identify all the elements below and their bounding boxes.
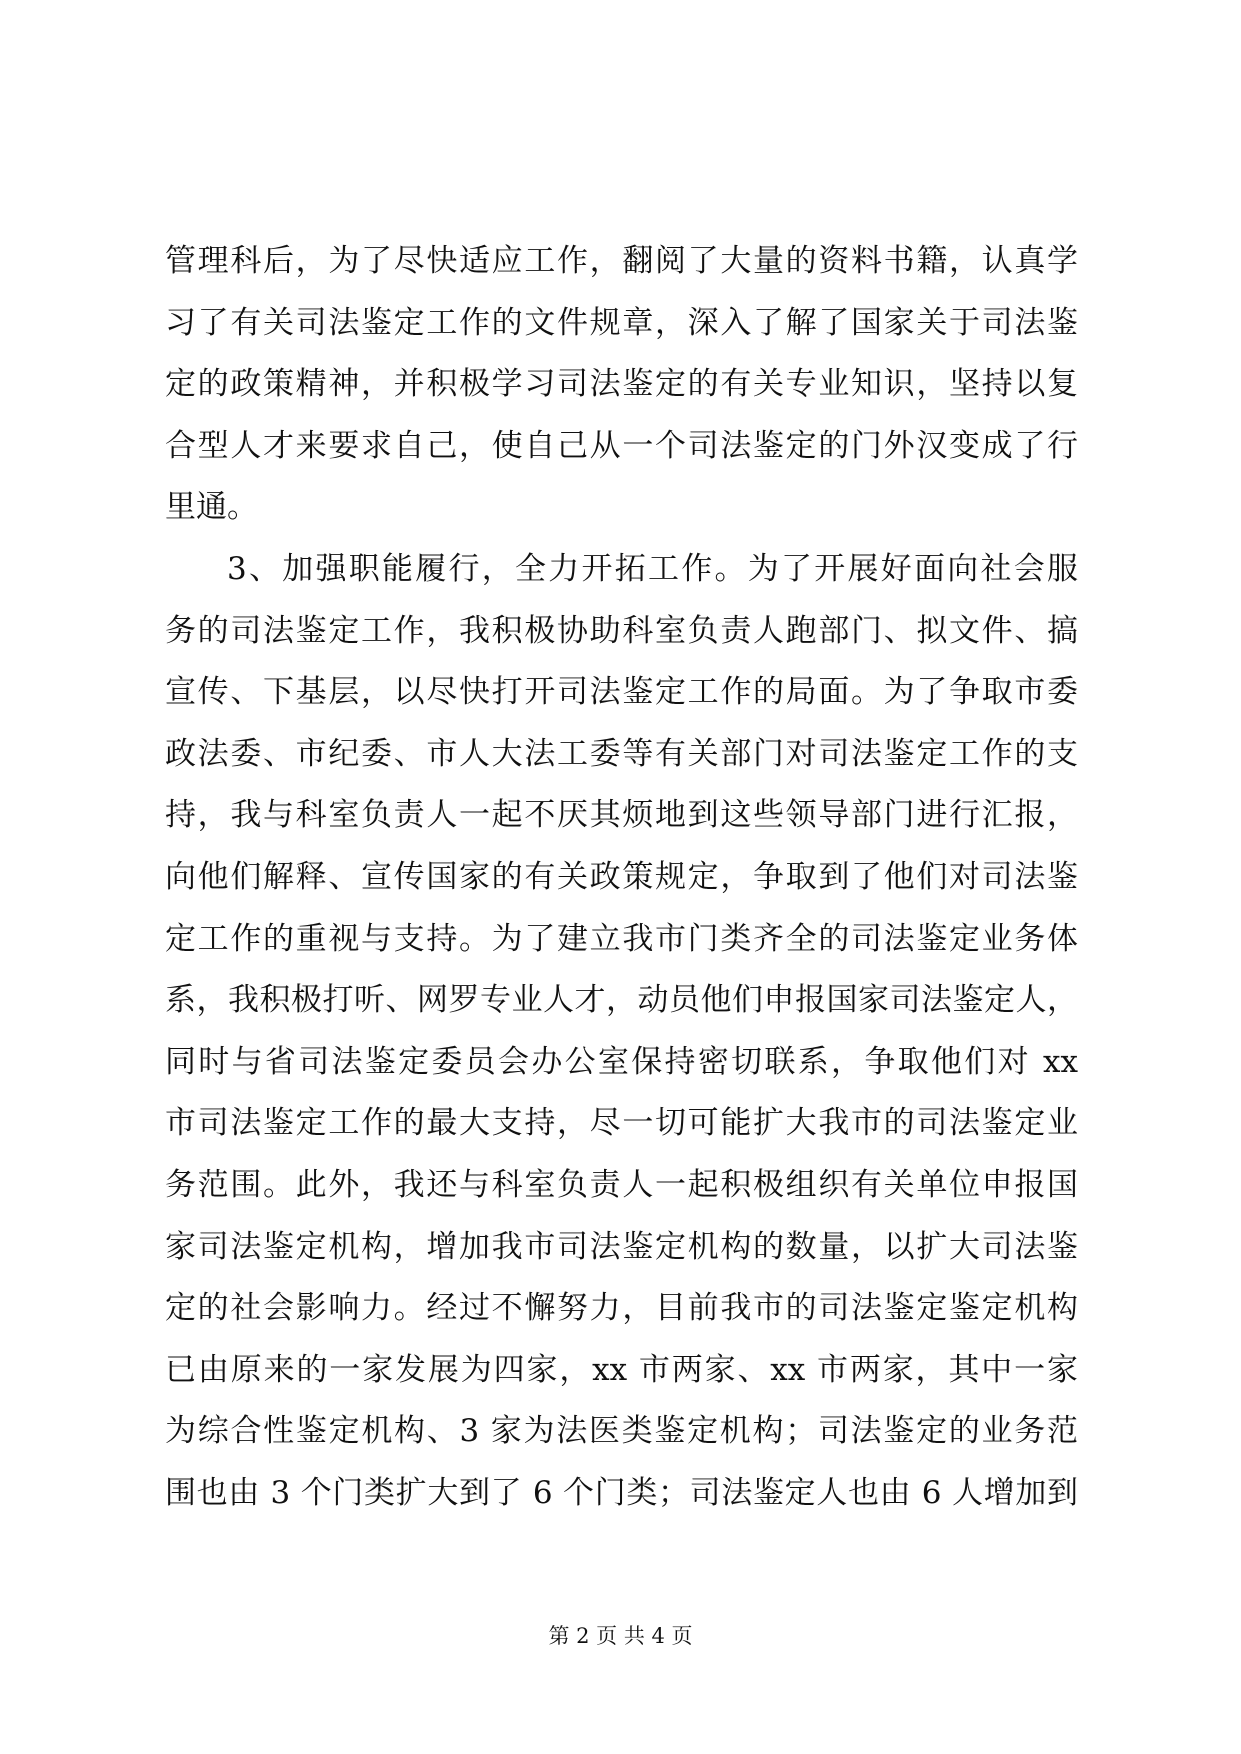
- text-line: 围也由 3 个门类扩大到了 6 个门类；司法鉴定人也由 6 人增加到: [165, 1474, 1078, 1511]
- text-line: 宣传、下基层，以尽快打开司法鉴定工作的局面。为了争取市委: [165, 674, 1078, 711]
- text-line: 持，我与科室负责人一起不厌其烦地到这些领导部门进行汇报，: [165, 797, 1078, 834]
- text-line: 市司法鉴定工作的最大支持，尽一切可能扩大我市的司法鉴定业: [165, 1105, 1078, 1142]
- text-line: 定的政策精神，并积极学习司法鉴定的有关专业知识，坚持以复: [165, 366, 1078, 403]
- text-line: 向他们解释、宣传国家的有关政策规定，争取到了他们对司法鉴: [165, 858, 1078, 895]
- text-line: 习了有关司法鉴定工作的文件规章，深入了解了国家关于司法鉴: [165, 304, 1078, 341]
- page-number-footer: 第 2 页 共 4 页: [548, 1624, 693, 1648]
- text-line: 已由原来的一家发展为四家，xx 市两家、xx 市两家，其中一家: [165, 1351, 1078, 1388]
- text-line: 同时与省司法鉴定委员会办公室保持密切联系，争取他们对 xx: [165, 1043, 1078, 1080]
- document-body: [165, 231, 1078, 1524]
- text-line: 系，我积极打听、网罗专业人才，动员他们申报国家司法鉴定人，: [165, 982, 1078, 1019]
- text-line: 里通。: [165, 489, 258, 526]
- text-line: 务的司法鉴定工作，我积极协助科室负责人跑部门、拟文件、搞: [165, 612, 1078, 649]
- text-line: 务范围。此外，我还与科室负责人一起积极组织有关单位申报国: [165, 1166, 1078, 1203]
- text-line: 管理科后，为了尽快适应工作，翻阅了大量的资料书籍，认真学: [165, 243, 1078, 279]
- text-line: 定的社会影响力。经过不懈努力，目前我市的司法鉴定鉴定机构: [165, 1290, 1078, 1327]
- text-line: 家司法鉴定机构，增加我市司法鉴定机构的数量，以扩大司法鉴: [165, 1228, 1078, 1265]
- text-line: 为综合性鉴定机构、3 家为法医类鉴定机构；司法鉴定的业务范: [165, 1413, 1078, 1450]
- text-line: 定工作的重视与支持。为了建立我市门类齐全的司法鉴定业务体: [165, 920, 1078, 957]
- paragraph-start-line: 3、加强职能履行，全力开拓工作。为了开展好面向社会服: [227, 550, 1078, 587]
- text-line: 政法委、市纪委、市人大法工委等有关部门对司法鉴定工作的支: [165, 735, 1078, 772]
- text-line: 合型人才来要求自己，使自己从一个司法鉴定的门外汉变成了行: [165, 427, 1078, 464]
